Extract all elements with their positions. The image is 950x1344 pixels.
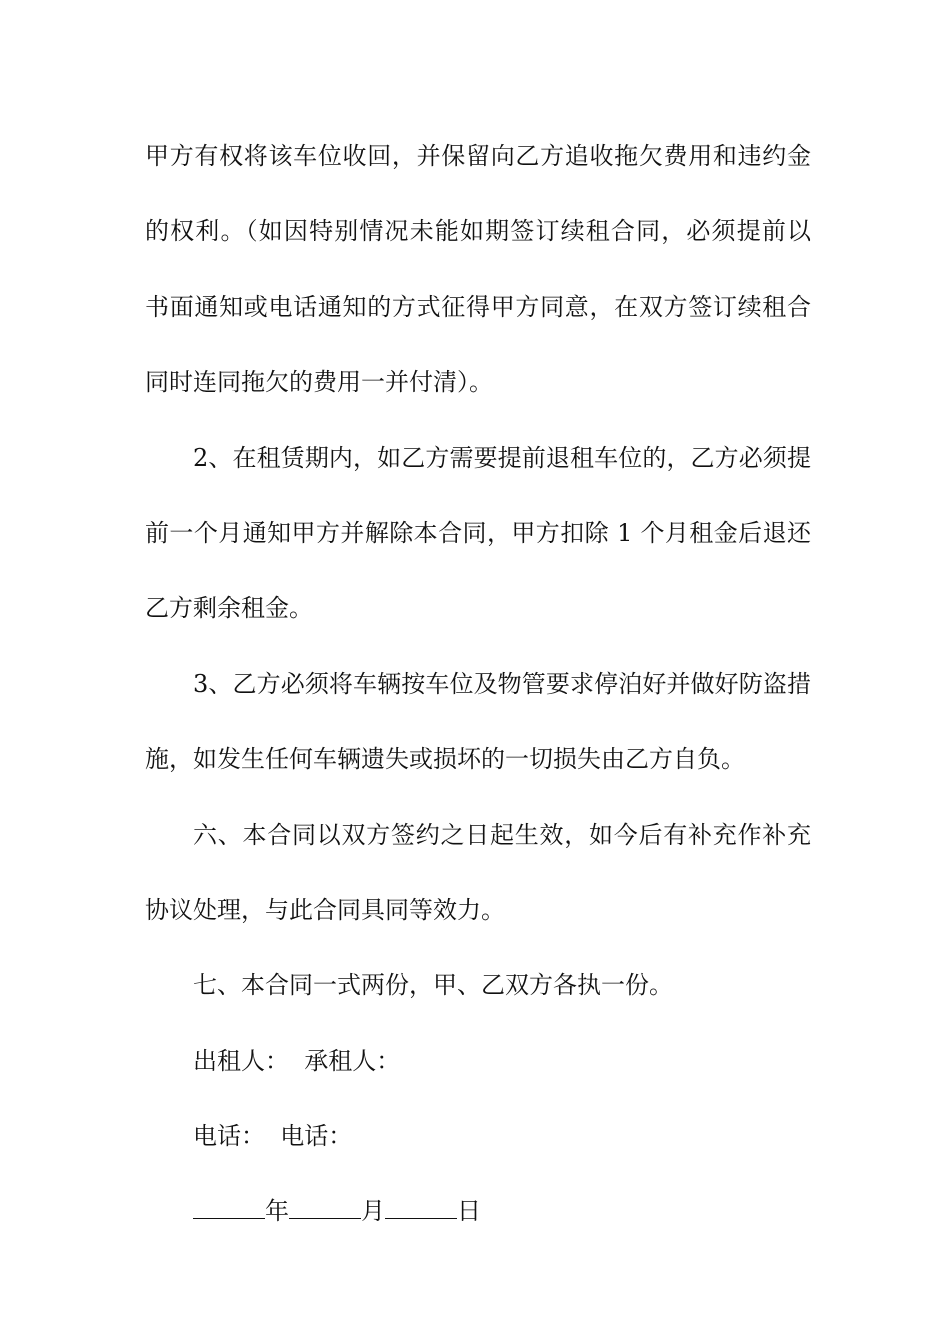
day-label: 日 xyxy=(457,1197,481,1226)
date-line xyxy=(145,1183,811,1258)
text-line: 七、本合同一式两份，甲、乙双方各执一份。 xyxy=(193,971,673,1000)
year-blank[interactable] xyxy=(193,1188,265,1219)
text-line: 施，如发生任何车辆遗失或损坏的一切损失由乙方自负。 xyxy=(145,745,745,774)
text-line: 3、乙方必须将车辆按车位及物管要求停泊好并做好防盗措 xyxy=(193,669,811,698)
text-line: 协议处理，与此合同具同等效力。 xyxy=(145,895,505,924)
text-line: 甲方有权将该车位收回，并保留向乙方追收拖欠费用和违约金 xyxy=(145,142,811,170)
phone-line: 电话： 电话： xyxy=(193,1122,353,1151)
text-line: 同时连同拖欠的费用一并付清）。 xyxy=(145,368,493,397)
text-line: 2、在租赁期内，如乙方需要提前退租车位的，乙方必须提 xyxy=(193,443,811,472)
contract-body xyxy=(145,128,811,1259)
text-line: 六、本合同以双方签约之日起生效，如今后有补充作补充 xyxy=(193,820,811,849)
signature-parties-line: 出租人： 承租人： xyxy=(193,1046,401,1075)
year-label: 年 xyxy=(265,1197,289,1226)
text-line: 书面通知或电话通知的方式征得甲方同意，在双方签订续租合 xyxy=(145,292,811,321)
month-label: 月 xyxy=(361,1197,385,1226)
month-blank[interactable] xyxy=(289,1188,361,1219)
text-line: 乙方剩余租金。 xyxy=(145,594,313,623)
text-line: 的权利。（如因特别情况未能如期签订续租合同，必须提前以 xyxy=(145,217,811,246)
text-line: 前一个月通知甲方并解除本合同，甲方扣除 1 个月租金后退还 xyxy=(145,518,811,547)
day-blank[interactable] xyxy=(385,1188,457,1219)
